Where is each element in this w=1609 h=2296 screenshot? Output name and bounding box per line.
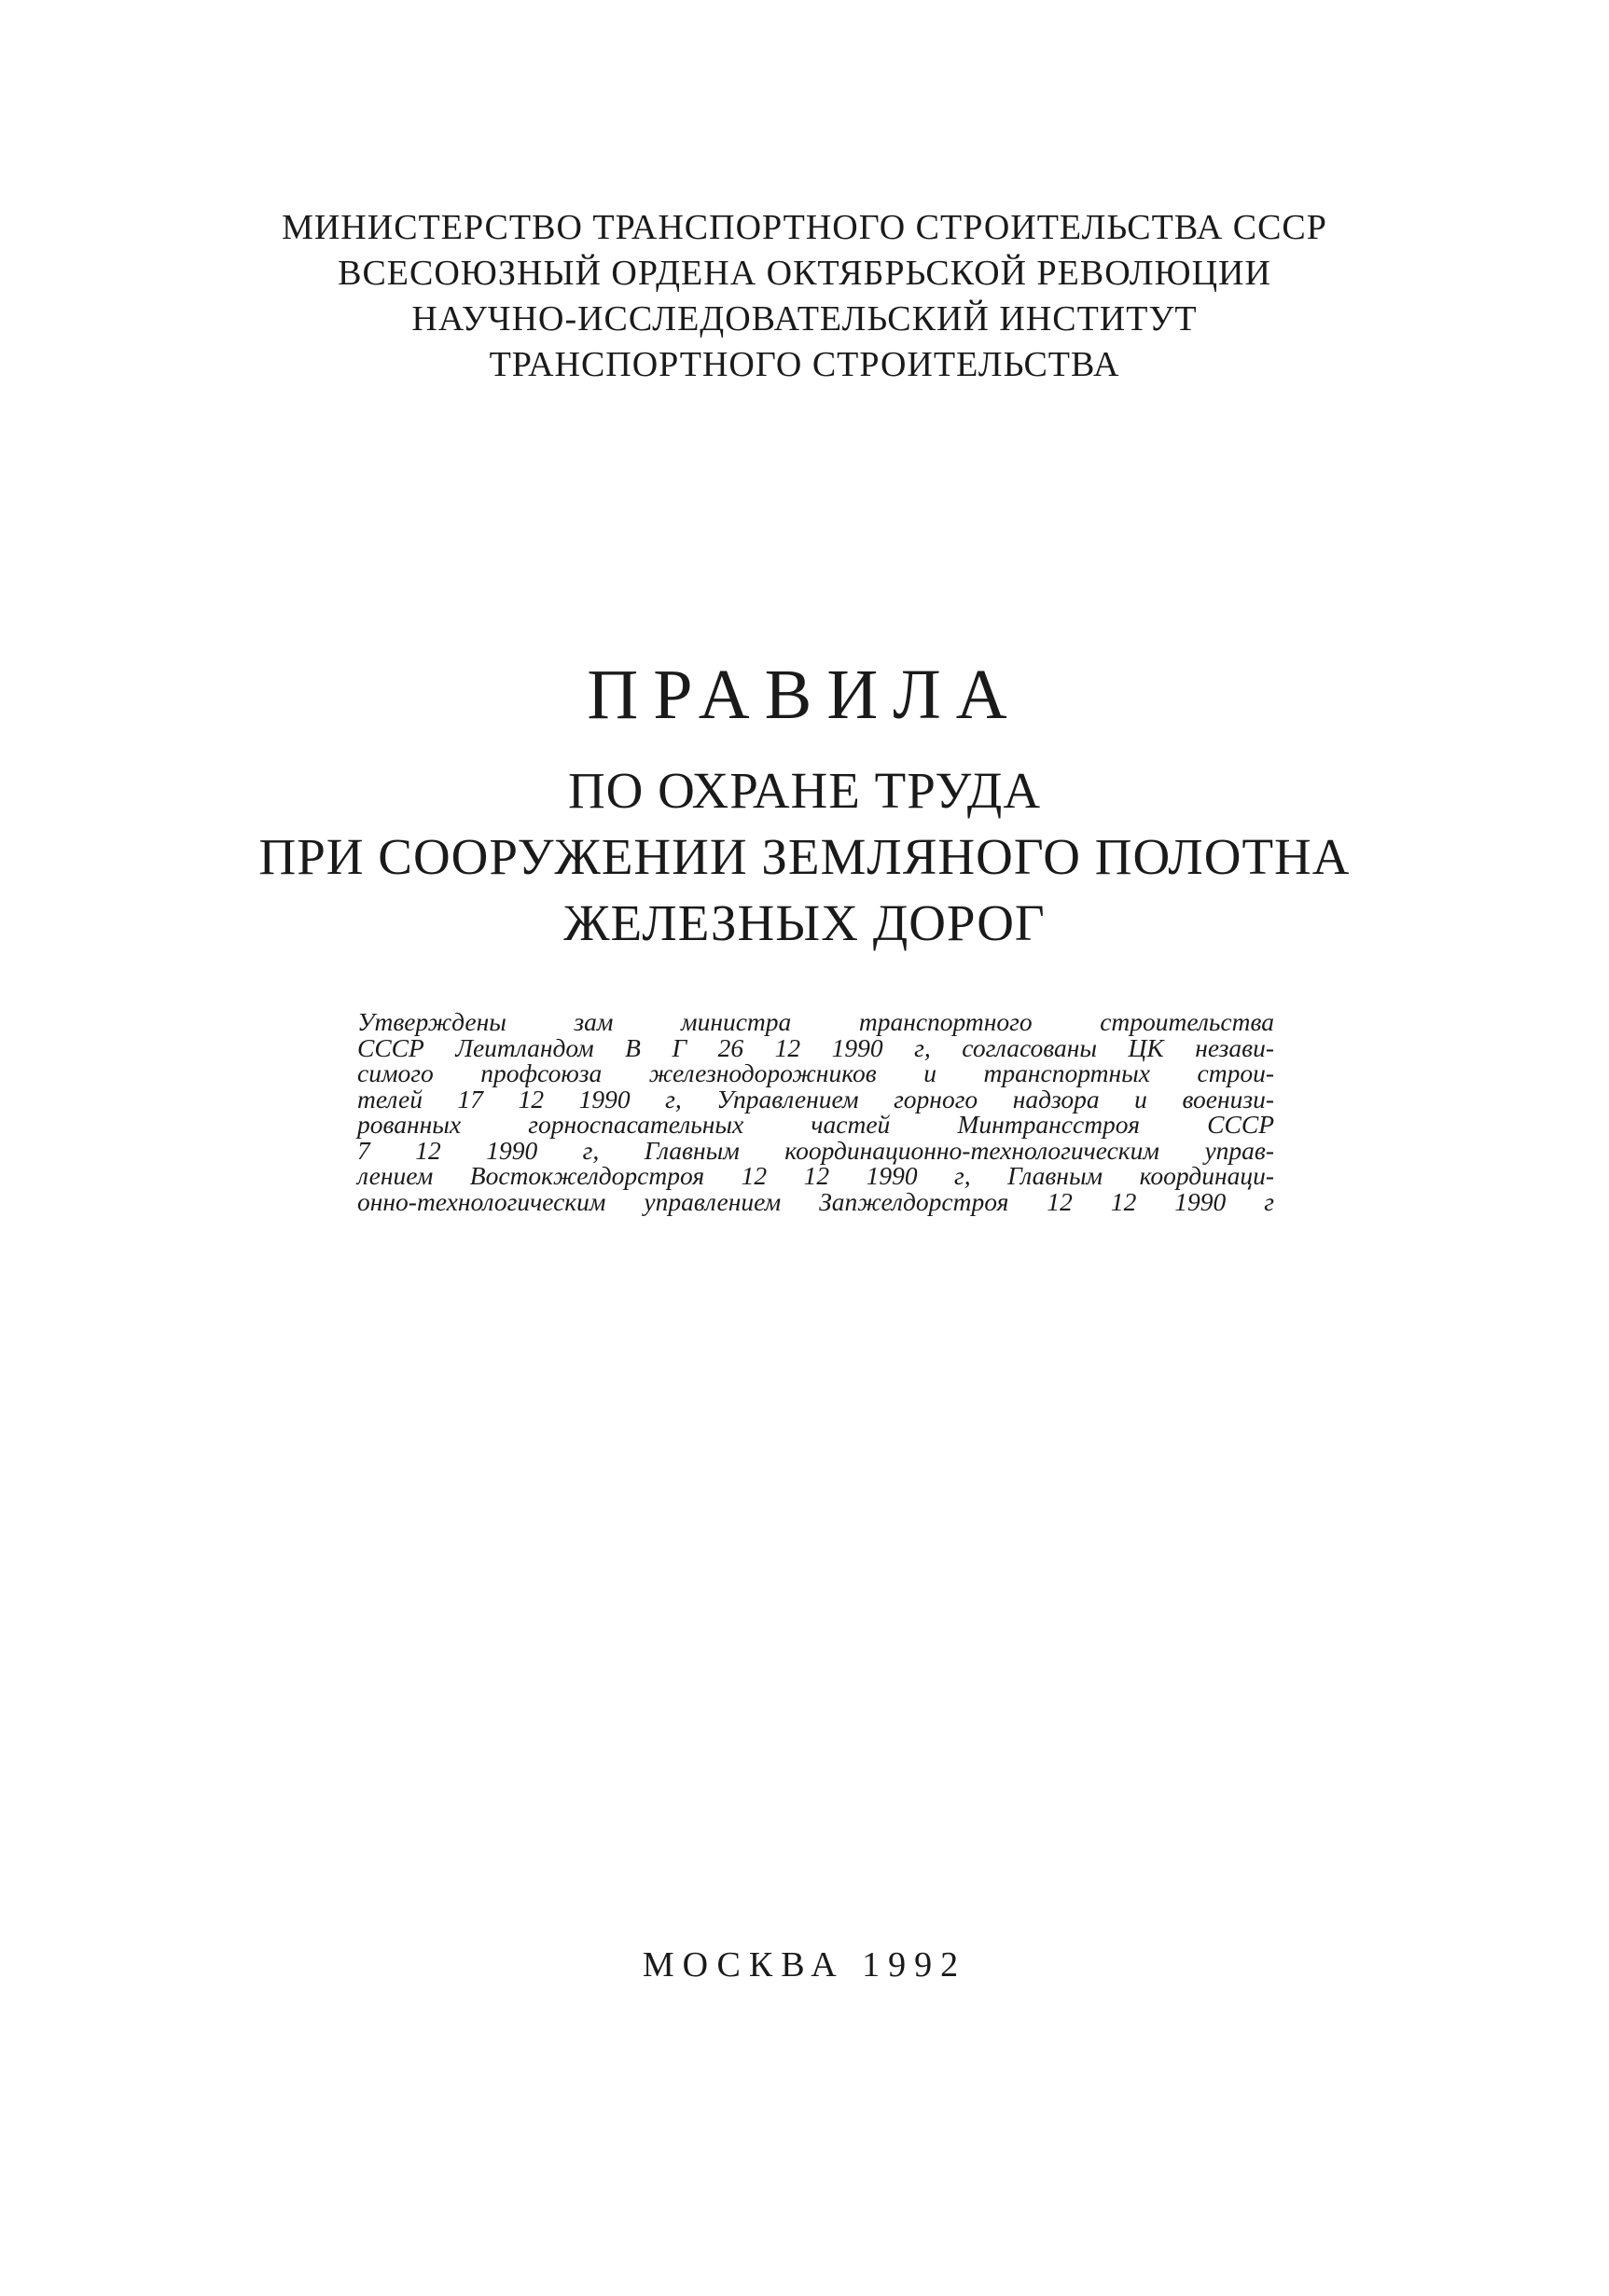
approval-line-4: телей 17 12 1990 г, Управлением горного надзора и военизи- — [357, 1084, 1274, 1113]
subtitle-line-3: ЖЕЛЕЗНЫХ ДОРОГ — [563, 894, 1046, 951]
approval-line-8: онно-технологическим управлением Запжелдорстроя 12 12 1990 г — [357, 1186, 1274, 1216]
header-line-institute: НАУЧНО-ИССЛЕДОВАТЕЛЬСКИЙ ИНСТИТУТ — [411, 299, 1198, 339]
approval-line-3: симого профсоюза железнодорожников и транспортных строи- — [357, 1058, 1274, 1087]
approval-line-2: СССР Леитландом В Г 26 12 1990 г, согласованы ЦК незави- — [357, 1032, 1274, 1062]
publication-place-year: МОСКВА 1992 — [642, 1945, 967, 1985]
header-line-field: ТРАНСПОРТНОГО СТРОИТЕЛЬСТВА — [489, 345, 1120, 384]
subtitle-line-1: ПО ОХРАНЕ ТРУДА — [567, 762, 1042, 819]
publisher-header — [0, 205, 1609, 388]
document-title: ПРАВИЛА — [587, 656, 1022, 734]
subtitle-line-2: ПРИ СООРУЖЕНИИ ЗЕМЛЯНОГО ПОЛОТНА — [258, 828, 1351, 885]
approval-line-7: лением Востокжелдорстроя 12 12 1990 г, Главным координаци- — [357, 1161, 1274, 1190]
header-line-order: ВСЕСОЮЗНЫЙ ОРДЕНА ОКТЯБРЬСКОЙ РЕВОЛЮЦИИ — [338, 254, 1271, 293]
approval-line-6: 7 12 1990 г, Главным координационно-технологическим управ- — [357, 1135, 1274, 1165]
document-subtitle — [0, 757, 1609, 956]
approval-line-5: рованных горноспасательных частей Минтрансстроя СССР — [357, 1110, 1274, 1139]
approval-line-1: Утверждены зам министра транспортного строительства — [357, 1007, 1274, 1036]
approval-note — [357, 1009, 1274, 1214]
header-line-ministry: МИНИСТЕРСТВО ТРАНСПОРТНОГО СТРОИТЕЛЬСТВА СССР — [282, 208, 1327, 247]
